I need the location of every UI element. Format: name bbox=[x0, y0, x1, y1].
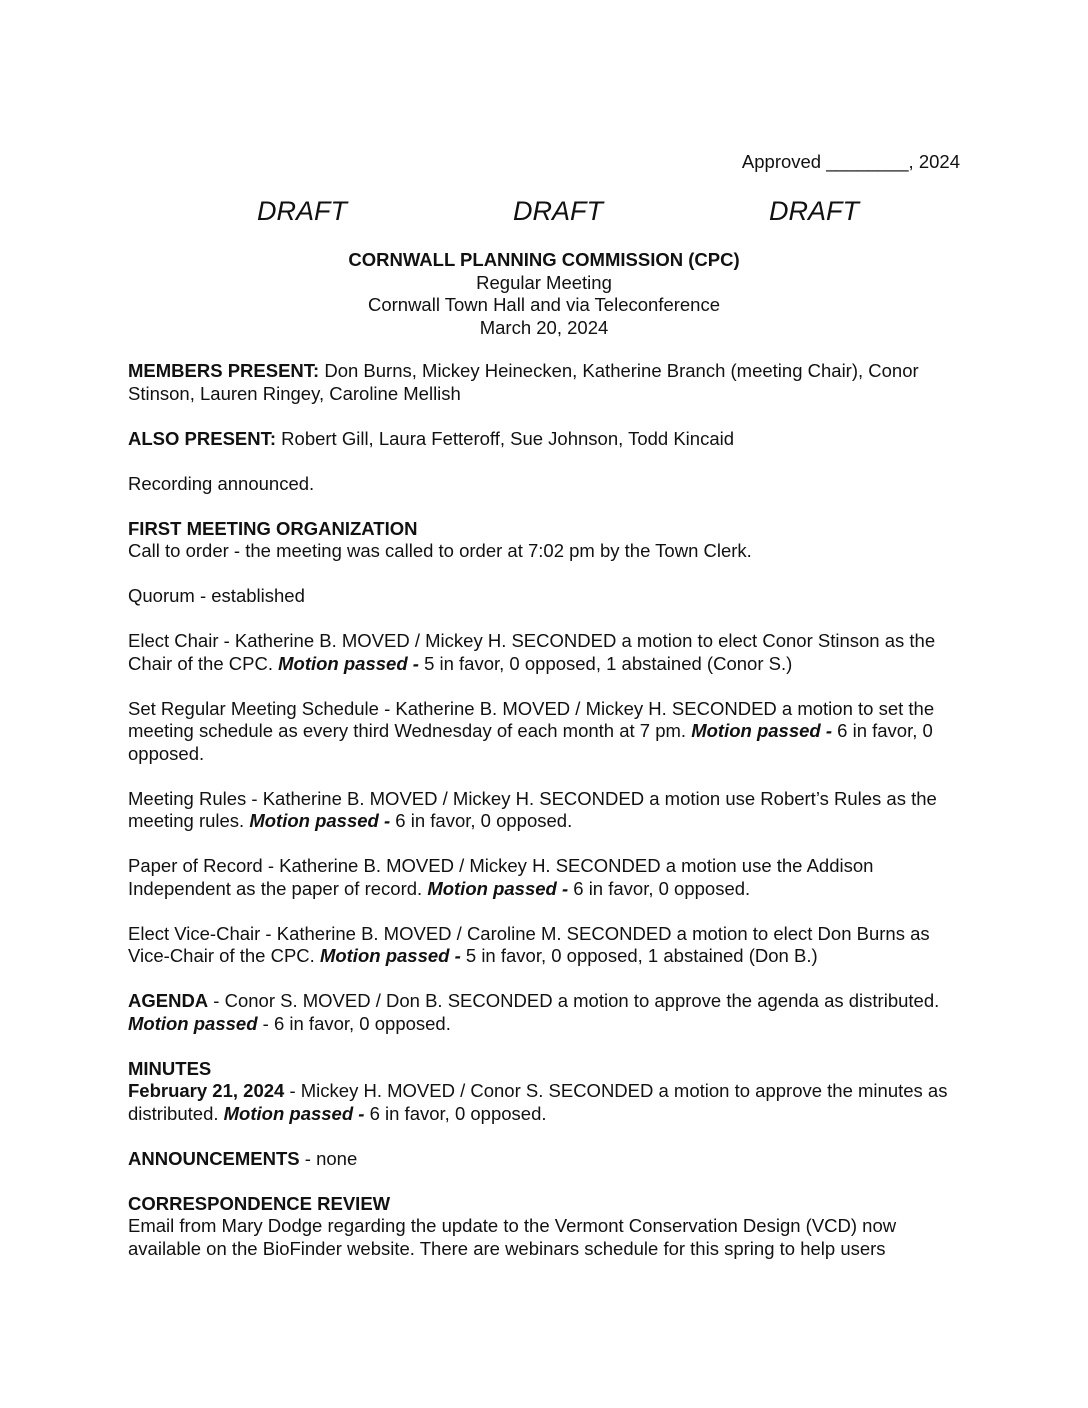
announcements-text: - none bbox=[299, 1147, 358, 1169]
also-present-paragraph bbox=[128, 428, 960, 451]
motion-passed-label: Motion passed - bbox=[319, 945, 466, 966]
elect-chair-text: Elect Chair - Katherine B. MOVED / Mickey H. SECONDED a motion to elect Conor Stinson as the Chair of the CPC. bbox=[128, 630, 936, 674]
elect-vice-chair-paragraph bbox=[128, 923, 960, 968]
draft-mark: DRAFT bbox=[769, 196, 859, 226]
motion-passed-label: Motion passed - bbox=[278, 652, 425, 674]
meeting-schedule-paragraph bbox=[128, 698, 960, 766]
draft-watermark-row bbox=[0, 195, 1088, 229]
vice-chair-text: Elect Vice-Chair - Katherine B. MOVED / Caroline M. SECONDED a motion to elect Don Burns as Vice-Chair of the CPC. bbox=[128, 922, 930, 966]
members-present-label: MEMBERS PRESENT: bbox=[128, 360, 320, 381]
minutes-body bbox=[128, 360, 960, 1283]
draft-mark: DRAFT bbox=[257, 196, 347, 226]
agenda-text: - Conor S. MOVED / Don B. SECONDED a motion to approve the agenda as distributed. bbox=[208, 990, 940, 1011]
also-present-label: ALSO PRESENT: bbox=[128, 427, 277, 449]
paper-of-record-paragraph bbox=[128, 855, 960, 900]
vote-result: 6 in favor, 0 opposed. bbox=[128, 720, 933, 764]
announcements-paragraph bbox=[128, 1148, 960, 1171]
correspondence-paragraph: Email from Mary Dodge regarding the update to the Vermont Conservation Design (VCD) now available on the BioFinder website. There are webinars schedule for this spring to help users bbox=[128, 1215, 897, 1259]
document-title: CORNWALL PLANNING COMMISSION (CPC) bbox=[348, 249, 740, 270]
minutes-text: - Mickey H. MOVED / Conor S. SECONDED a motion to approve the minutes as distributed. bbox=[128, 1080, 948, 1124]
members-present-text: Don Burns, Mickey Heinecken, Katherine Branch (meeting Chair), Conor Stinson, Lauren Ringey, Caroline Mellish bbox=[128, 360, 919, 404]
first-meeting-heading: FIRST MEETING ORGANIZATION bbox=[128, 517, 418, 539]
minutes-approval-paragraph bbox=[128, 1080, 960, 1125]
recording-note: Recording announced. bbox=[128, 472, 315, 494]
minutes-heading: MINUTES bbox=[128, 1057, 212, 1079]
correspondence-heading: CORRESPONDENCE REVIEW bbox=[128, 1192, 391, 1214]
also-present-text: Robert Gill, Laura Fetteroff, Sue Johnson, Todd Kincaid bbox=[276, 427, 735, 449]
agenda-label: AGENDA bbox=[128, 990, 209, 1011]
motion-passed-label: Motion passed - bbox=[223, 1102, 370, 1124]
announcements-label: ANNOUNCEMENTS bbox=[128, 1147, 300, 1169]
call-to-order-paragraph: Call to order - the meeting was called to order at 7:02 pm by the Town Clerk. bbox=[128, 540, 752, 561]
vote-result: 5 in favor, 0 opposed, 1 abstained (Don B.) bbox=[465, 945, 818, 966]
vote-result: - 6 in favor, 0 opposed. bbox=[257, 1012, 451, 1034]
vote-result: 5 in favor, 0 opposed, 1 abstained (Conor S.) bbox=[424, 652, 793, 674]
meeting-date: March 20, 2024 bbox=[479, 316, 609, 338]
schedule-text: Set Regular Meeting Schedule - Katherine B. MOVED / Mickey H. SECONDED a motion to set the meeting schedule as every third Wednesday of each month at 7 pm. bbox=[128, 697, 935, 741]
meeting-rules-paragraph bbox=[128, 788, 960, 833]
motion-passed-label: Motion passed bbox=[128, 1012, 258, 1034]
quorum-paragraph: Quorum - established bbox=[128, 585, 305, 606]
document-header bbox=[0, 249, 1088, 339]
motion-passed-label: Motion passed - bbox=[691, 720, 838, 741]
vote-result: 6 in favor, 0 opposed. bbox=[395, 810, 573, 831]
draft-mark: DRAFT bbox=[513, 196, 603, 226]
elect-chair-paragraph bbox=[128, 630, 960, 675]
paper-text: Paper of Record - Katherine B. MOVED / Mickey H. SECONDED a motion use the Addison Independent as the paper of record. bbox=[128, 855, 874, 899]
agenda-paragraph bbox=[128, 990, 960, 1035]
meeting-type: Regular Meeting bbox=[476, 271, 612, 293]
motion-passed-label: Motion passed - bbox=[427, 877, 574, 899]
motion-passed-label: Motion passed - bbox=[249, 810, 396, 831]
rules-text: Meeting Rules - Katherine B. MOVED / Mickey H. SECONDED a motion use Robert’s Rules as the meeting rules. bbox=[128, 787, 937, 831]
approval-line: Approved ________, 2024 bbox=[741, 151, 960, 172]
members-present-paragraph bbox=[128, 360, 960, 405]
minutes-date-label: February 21, 2024 bbox=[128, 1080, 285, 1101]
meeting-location: Cornwall Town Hall and via Teleconference bbox=[367, 294, 721, 315]
vote-result: 6 in favor, 0 opposed. bbox=[369, 1102, 547, 1124]
vote-result: 6 in favor, 0 opposed. bbox=[573, 877, 751, 899]
